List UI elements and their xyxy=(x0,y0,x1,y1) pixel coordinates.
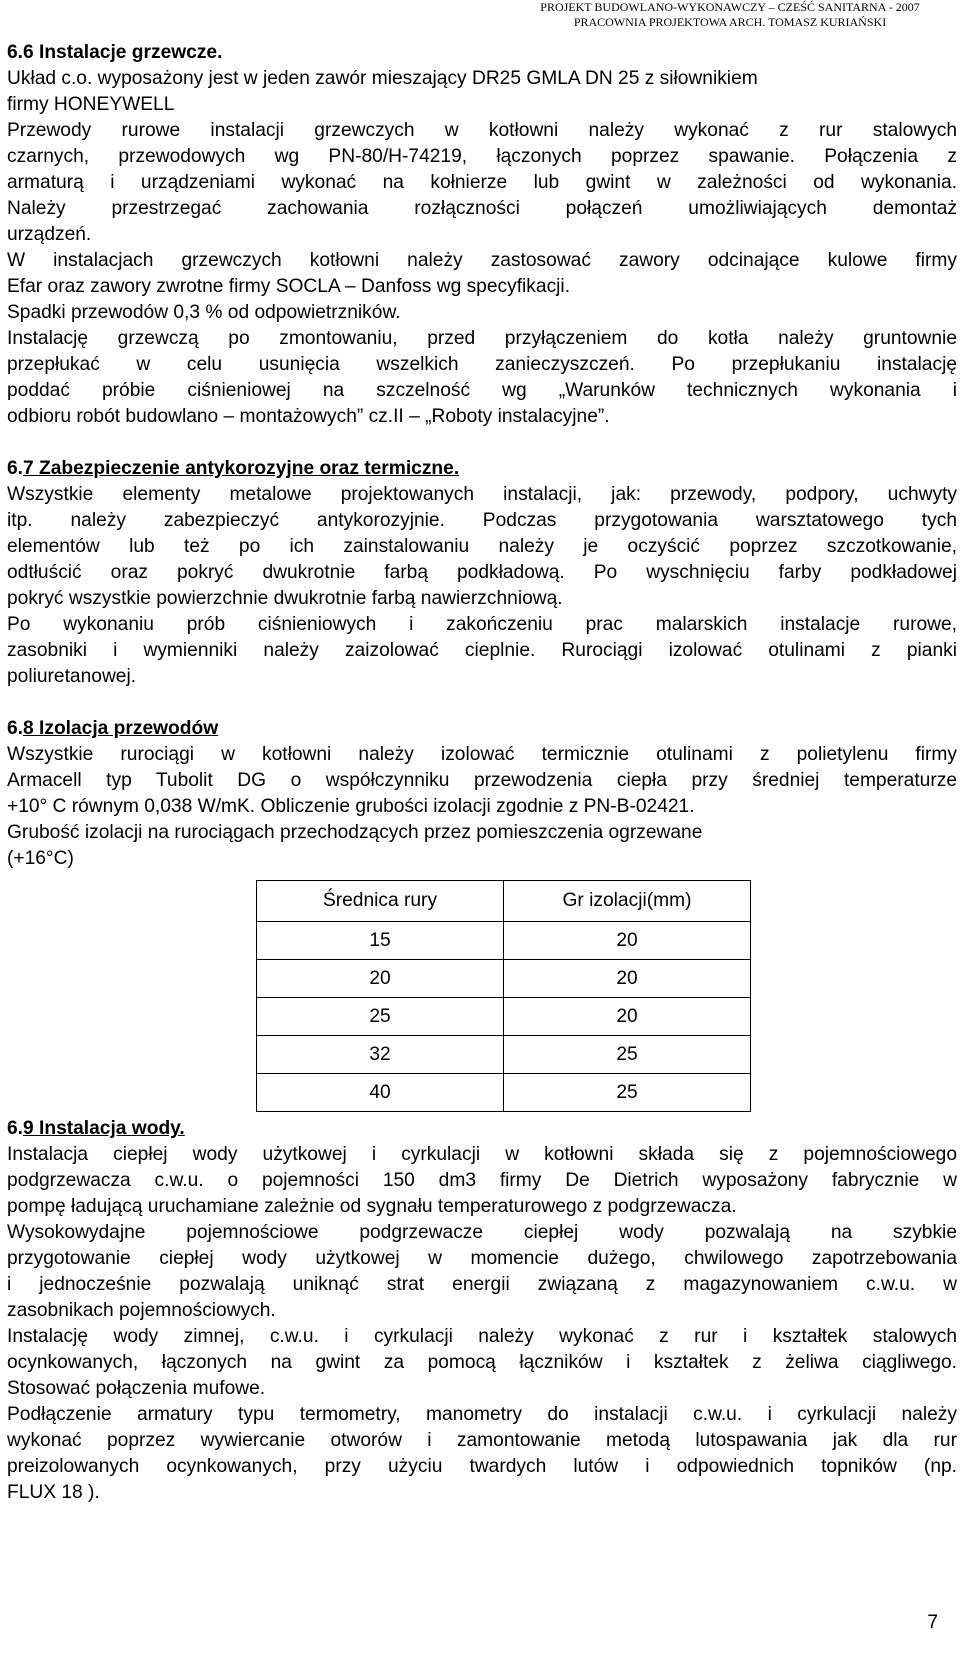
s69-line-8: ocynkowanych, łączonych na gwint za pomocą łączników i kształtek z żeliwa ciągliwego. xyxy=(7,1352,957,1373)
s69-line-10: Podłączenie armatury typu termometry, manometry do instalacji c.w.u. i cyrkulacji należy xyxy=(7,1404,957,1425)
s67-line-7: poliuretanowej. xyxy=(7,666,137,687)
section-6-7-heading xyxy=(7,456,957,482)
section-6-8-heading xyxy=(7,716,957,742)
s66-line-9: Spadki przewodów 0,3 % od odpowietrzników. xyxy=(7,302,401,323)
section-6-9-heading xyxy=(7,1116,957,1142)
table-row xyxy=(257,960,751,998)
s66-line-0: Układ c.o. wyposażony jest w jeden zawór mieszający DR25 GMLA DN 25 z siłownikiem xyxy=(7,68,758,89)
s69-line-5: i jednocześnie pozwalają uniknąć strat energii związaną z magazynowaniem c.w.u. w xyxy=(7,1274,957,1295)
s69-line-7: Instalację wody zimnej, c.w.u. i cyrkulacji należy wykonać z rur i kształtek stalowych xyxy=(7,1326,957,1347)
table-cell: 20 xyxy=(504,960,751,998)
page-number: 7 xyxy=(927,1612,938,1633)
s67-heading-text: 7 Zabezpieczenie antykorozyjne oraz termiczne. xyxy=(23,458,460,479)
table-row xyxy=(257,998,751,1036)
s66-line-5: Należy przestrzegać zachowania rozłączności połączeń umożliwiających demontaż xyxy=(7,198,957,219)
table-row xyxy=(257,1036,751,1074)
s69-line-13: FLUX 18 ). xyxy=(7,1482,100,1503)
s66-line-8: Efar oraz zawory zwrotne firmy SOCLA – Danfoss wg specyfikacji. xyxy=(7,276,571,297)
s69-line-0: Instalacja ciepłej wody użytkowej i cyrkulacji w kotłowni składa się z pojemnościowego xyxy=(7,1144,957,1165)
section-6-6-heading: 6.6 Instalacje grzewcze. xyxy=(7,42,223,63)
s69-line-1: podgrzewacza c.w.u. o pojemności 150 dm3 firmy De Dietrich wyposażony fabrycznie w xyxy=(7,1170,957,1191)
s69-line-11: wykonać poprzez wywiercanie otworów i zamontowanie metodą lutospawania jak dla rur xyxy=(7,1430,957,1451)
table-header-thickness: Gr izolacji(mm) xyxy=(504,881,751,922)
document-body xyxy=(7,40,957,1506)
table-header-diameter: Średnica rury xyxy=(257,881,504,922)
s69-heading-num: 6. xyxy=(7,1118,24,1139)
table-cell: 32 xyxy=(257,1036,504,1074)
table-cell: 15 xyxy=(257,922,504,960)
table-row xyxy=(257,922,751,960)
s67-line-0: Wszystkie elementy metalowe projektowanych instalacji, jak: przewody, podpory, uchwyty xyxy=(7,484,957,505)
s69-heading-text: 9 Instalacja wody. xyxy=(23,1118,185,1139)
table-row xyxy=(257,1074,751,1112)
table-cell: 40 xyxy=(257,1074,504,1112)
s69-line-12: preizolowanych ocynkowanych, przy użyciu twardych lutów i odpowiednich topników (np. xyxy=(7,1456,957,1477)
s66-line-4: armaturą i urządzeniami wykonać na kołnierze lub gwint w zależności od wykonania. xyxy=(7,172,957,193)
s66-line-3: czarnych, przewodowych wg PN-80/H-74219, łączonych poprzez spawanie. Połączenia z xyxy=(7,146,957,167)
insulation-table xyxy=(256,880,751,1112)
s66-line-13: odbioru robót budowlano – montażowych” cz.II – „Roboty instalacyjne”. xyxy=(7,406,610,427)
table-cell: 20 xyxy=(504,998,751,1036)
s67-heading-num: 6. xyxy=(7,458,24,479)
s68-line-4: (+16°C) xyxy=(7,848,74,869)
s66-line-2: Przewody rurowe instalacji grzewczych w kotłowni należy wykonać z rur stalowych xyxy=(7,120,957,141)
s66-line-7: W instalacjach grzewczych kotłowni należy zastosować zawory odcinające kulowe firmy xyxy=(7,250,957,271)
s68-heading-num: 6. xyxy=(7,718,24,739)
page-header xyxy=(500,0,960,30)
s67-line-3: odtłuścić oraz pokryć dwukrotnie farbą podkładową. Po wyschnięciu farby podkładowej xyxy=(7,562,957,583)
s66-line-10: Instalację grzewczą po zmontowaniu, przed przyłączeniem do kotła należy gruntownie xyxy=(7,328,957,349)
table-header-row xyxy=(257,881,751,922)
s69-line-3: Wysokowydajne pojemnościowe podgrzewacze ciepłej wody pozwalają na szybkie xyxy=(7,1222,957,1243)
s69-line-4: przygotowanie ciepłej wody użytkowej w momencie dużego, chwilowego zapotrzebowania xyxy=(7,1248,957,1269)
table-cell: 20 xyxy=(504,922,751,960)
s68-line-2: +10° C równym 0,038 W/mK. Obliczenie grubości izolacji zgodnie z PN-B-02421. xyxy=(7,796,695,817)
s67-line-4: pokryć wszystkie powierzchnie dwukrotnie farbą nawierzchniową. xyxy=(7,588,563,609)
table-cell: 25 xyxy=(504,1036,751,1074)
table-cell: 20 xyxy=(257,960,504,998)
s66-line-6: urządzeń. xyxy=(7,224,92,245)
table-cell: 25 xyxy=(257,998,504,1036)
header-studio-line: PRACOWNIA PROJEKTOWA ARCH. TOMASZ KURIAŃSKI xyxy=(573,15,887,29)
s69-line-6: zasobnikach pojemnościowych. xyxy=(7,1300,276,1321)
s67-line-2: elementów lub też po ich zainstalowaniu należy je oczyścić poprzez szczotkowanie, xyxy=(7,536,957,557)
s67-line-6: zasobniki i wymienniki należy zaizolować cieplnie. Rurociągi izolować otulinami z pianki xyxy=(7,640,957,661)
s69-line-2: pompę ładującą uruchamiane zależnie od sygnału temperaturowego z podgrzewacza. xyxy=(7,1196,737,1217)
s69-line-9: Stosować połączenia mufowe. xyxy=(7,1378,266,1399)
header-project-line: PROJEKT BUDOWLANO-WYKONAWCZY – CZEŚĆ SANITARNA - 2007 xyxy=(540,0,920,14)
s67-line-1: itp. należy zabezpieczyć antykorozyjnie. Podczas przygotowania warsztatowego tych xyxy=(7,510,957,531)
s66-line-1: firmy HONEYWELL xyxy=(7,94,175,115)
s68-heading-text: 8 Izolacja przewodów xyxy=(23,718,219,739)
s66-line-11: przepłukać w celu usunięcia wszelkich zanieczyszczeń. Po przepłukaniu instalację xyxy=(7,354,957,375)
table-cell: 25 xyxy=(504,1074,751,1112)
s68-line-1: Armacell typ Tubolit DG o współczynniku przewodzenia ciepła przy średniej temperaturze xyxy=(7,770,957,791)
s66-line-12: poddać próbie ciśnieniowej na szczelność wg „Warunków technicznych wykonania i xyxy=(7,380,957,401)
s68-line-0: Wszystkie rurociągi w kotłowni należy izolować termicznie otulinami z polietylenu firmy xyxy=(7,744,957,765)
s67-line-5: Po wykonaniu prób ciśnieniowych i zakończeniu prac malarskich instalacje rurowe, xyxy=(7,614,957,635)
s68-line-3: Grubość izolacji na rurociągach przechodzących przez pomieszczenia ogrzewane xyxy=(7,822,703,843)
